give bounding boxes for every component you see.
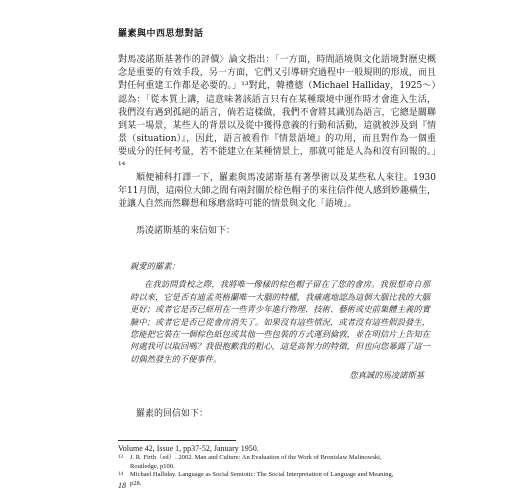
- paragraph-2-text: 順便補科打譯一下，羅素與馬凌諾斯基有著學術以及某些私人來往。1930年11月間，這兩位大師之間有兩封關於棕色帽子的來往信件使人感到妙趣橫生，並讓人自然而然聯想和琢磨當時可能的情景與文化「語境」。: [118, 173, 436, 210]
- footnote-14-number: 14: [118, 472, 123, 478]
- paragraph-3: [118, 225, 436, 238]
- paragraph-4-text: 羅素的回信如下：: [136, 409, 209, 419]
- paragraph-2: [118, 172, 436, 212]
- footnote-13: [118, 454, 438, 471]
- quoted-letter: [130, 260, 430, 382]
- footnote-13-text: J. R. Firth（ed）. 2002. Man and Culture: An Evaluation of the Work of Bronislaw Malinowski,: [130, 454, 382, 461]
- letter-body: 在我訪問貴校之際，我將唯一像樣的棕色帽子留在了您的會房。我很想奇自那時以來，它是否有迪孟英格蘭唯一大腦的特權，我確處地認為這個大腦比我的大腦更好；或者它是否已經用在一些青少年進行物理、技術、藝術或史前集體主義的實驗中；或者它是否已從會房消失了。如果沒有這些情況，或者沒有這些假設發生，您能把它裝在一個棕色紙包或其他一些包裝的方式運到倫敦，並在明信片上告知在何處我可以取回嗎？我很抱歉我的粗心，這是高智力的特徵，但也向您暴露了這一切偶然發生的不便事件。: [130, 279, 430, 364]
- running-header: 羅素與中西思想對話: [118, 29, 204, 39]
- footnote-13-continued: Routledge, p100.: [130, 462, 175, 470]
- footnote-14-text: Michael Halliday. Language as Social Semiotic: The Social Interpretation of Language and Meaning,: [130, 471, 394, 479]
- footnotes: [118, 446, 438, 488]
- paragraph-1-text: 對馬凌諾斯基著作的評價〉論文指出：「一方面，時間語境與文化語境對歷史概念是重要的有效手段，另一方面，它們又引導研究過程中一般規則的形成，而且對任何重建工作都是必要的。」¹³對此，韓禮德（Michael Halliday，1925～）認為：「從本質上講，這意味著該語言只有在某種環境中運作時才會進入生活，我們沒有遇到孤絕的語言，倘若這樣做，我們不會將其識別為語言，它總是關聯到某一場景，某些人的背景以及從中獲得意義的行動和活動，這就被涉及到『情景（situation）』，因此，語言被看作『情景語境』的功用，而且對作為一個重要成分的任何考量，若不能建立在某種情景上，那就可能是人為和沒有回報的。」¹⁴: [118, 55, 436, 171]
- footnote-14-continued: p28.: [130, 479, 142, 487]
- paragraph-4: [118, 408, 436, 421]
- letter-greeting: 親愛的羅素：: [130, 261, 180, 271]
- footnote-rule: [118, 440, 236, 441]
- footnote-14: [118, 471, 438, 488]
- paragraph-1: [118, 54, 436, 173]
- letter-signature: 您真誠的馬凌諾斯基: [349, 370, 424, 381]
- page-number: 18: [118, 481, 126, 490]
- footnote-13-number: 13: [118, 455, 123, 460]
- paragraph-3-text: 馬凌諾斯基的來信如下：: [136, 226, 236, 236]
- footnote-continued: Volume 42, Issue 1, pp37-52, January 1950.: [118, 444, 259, 453]
